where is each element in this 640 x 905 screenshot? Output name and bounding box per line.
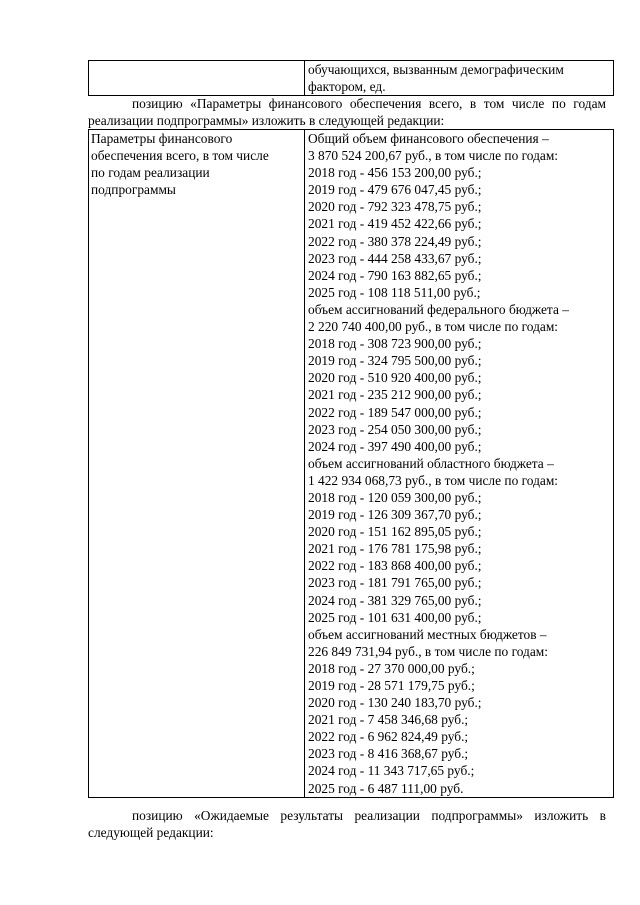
table-cell-left (89, 61, 305, 96)
table-row (89, 61, 614, 96)
label-line: по годам реализации (91, 165, 210, 181)
table-cell-right (305, 61, 614, 96)
value-line: 2023 год - 444 258 433,67 руб.; (308, 250, 482, 266)
value-line: Общий объем финансового обеспечения – (308, 131, 549, 146)
value-line: 2022 год - 183 868 400,00 руб.; (308, 558, 482, 574)
value-line: 2020 год - 792 323 478,75 руб.; (308, 199, 482, 215)
value-line: 2019 год - 126 309 367,70 руб.; (308, 507, 482, 523)
value-line: 2022 год - 6 962 824,49 руб.; (308, 729, 469, 745)
label-line: подпрограммы (91, 182, 176, 198)
value-line: 2019 год - 479 676 047,45 руб.; (308, 182, 482, 198)
value-line: 3 870 524 200,67 руб., в том числе по годам: (308, 148, 559, 164)
value-line: 2022 год - 380 378 224,49 руб.; (308, 233, 482, 249)
paragraph-text: позицию «Ожидаемые результаты реализации подпрограммы» изложить в следующей редакции: (88, 808, 606, 841)
value-line: 2018 год - 308 723 900,00 руб.; (308, 336, 482, 352)
value-line: 2025 год - 108 118 511,00 руб.; (308, 284, 481, 300)
value-line: 2019 год - 324 795 500,00 руб.; (308, 353, 482, 369)
value-line: 2020 год - 130 240 183,70 руб.; (308, 695, 482, 711)
value-line: 2020 год - 510 920 400,00 руб.; (308, 370, 482, 386)
value-line: 2023 год - 8 416 368,67 руб.; (308, 746, 469, 762)
paragraph-text: позицию «Параметры финансового обеспечения всего, в том числе по годам реализации подпрограммы» изложить в следующей редакции: (88, 96, 606, 129)
financing-table (88, 129, 614, 798)
value-line: 226 849 731,94 руб., в том числе по годам: (308, 643, 548, 659)
value-line: объем ассигнований федерального бюджета – (308, 301, 569, 317)
value-line: 2021 год - 419 452 422,66 руб.; (308, 216, 482, 232)
table-row (89, 130, 614, 798)
value-line: 2019 год - 28 571 179,75 руб.; (308, 678, 475, 693)
value-line: 2021 год - 176 781 175,98 руб.; (308, 541, 482, 557)
value-line: 2024 год - 397 490 400,00 руб.; (308, 438, 482, 454)
value-line: объем ассигнований местных бюджетов – (308, 626, 547, 642)
paragraph-expected-results (88, 807, 606, 842)
text-line: обучающихся, вызванным демографическим (308, 62, 564, 77)
value-line: 2018 год - 120 059 300,00 руб.; (308, 489, 482, 505)
parameter-label-cell (89, 130, 305, 798)
label-line: обеспечения всего, в том числе (91, 148, 269, 164)
value-line: 2023 год - 181 791 765,00 руб.; (308, 575, 482, 591)
parameter-value-cell (305, 130, 614, 798)
value-line: 2021 год - 235 212 900,00 руб.; (308, 387, 482, 403)
value-line: 2021 год - 7 458 346,68 руб.; (308, 712, 469, 728)
value-line: 1 422 934 068,73 руб., в том числе по годам: (308, 472, 559, 488)
value-line: 2018 год - 27 370 000,00 руб.; (308, 660, 475, 676)
value-line: 2018 год - 456 153 200,00 руб.; (308, 165, 482, 181)
value-line: объем ассигнований областного бюджета – (308, 455, 554, 471)
value-line: 2023 год - 254 050 300,00 руб.; (308, 421, 482, 437)
value-line: 2025 год - 101 631 400,00 руб.; (308, 609, 482, 625)
text-line: фактором, ед. (308, 79, 386, 95)
value-line: 2022 год - 189 547 000,00 руб.; (308, 404, 482, 420)
value-line: 2020 год - 151 162 895,05 руб.; (308, 524, 482, 540)
top-table-fragment (88, 60, 614, 96)
paragraph-financial-position (88, 95, 606, 130)
value-line: 2024 год - 11 343 717,65 руб.; (308, 763, 475, 779)
value-line: 2024 год - 381 329 765,00 руб.; (308, 592, 482, 608)
label-line: Параметры финансового (91, 131, 233, 146)
value-line: 2024 год - 790 163 882,65 руб.; (308, 267, 482, 283)
value-line: 2025 год - 6 487 111,00 руб. (308, 780, 464, 796)
value-line: 2 220 740 400,00 руб., в том числе по годам: (308, 319, 559, 335)
